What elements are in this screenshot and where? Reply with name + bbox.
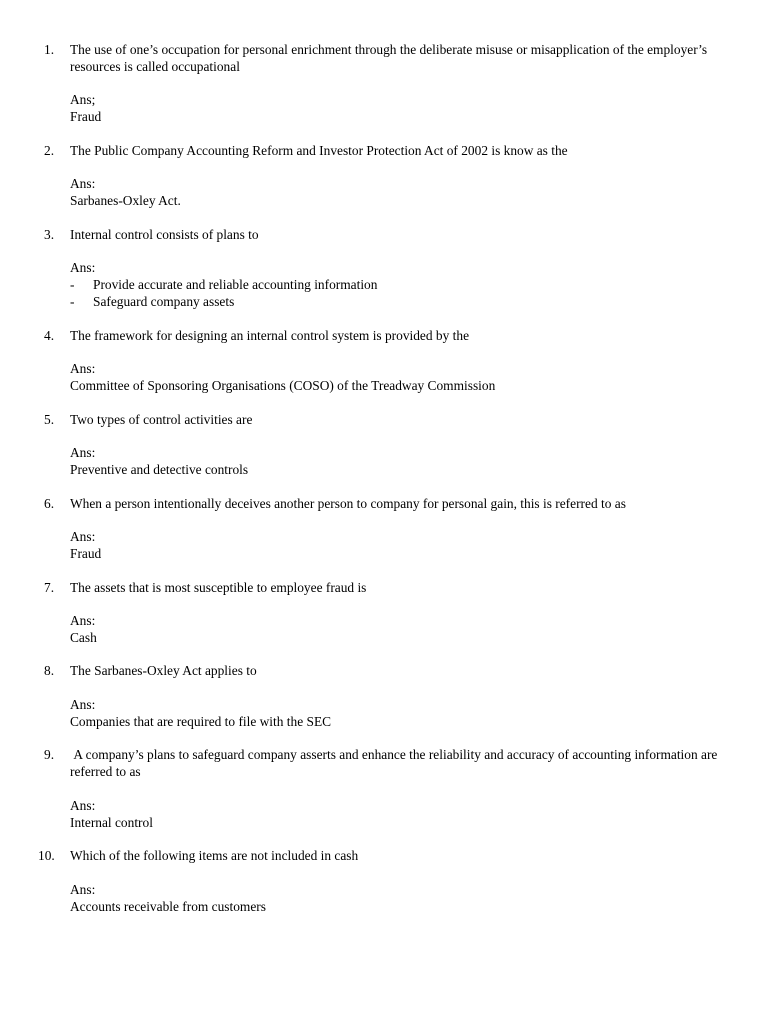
answer-label: Ans: — [70, 260, 96, 276]
question-text: The assets that is most susceptible to employee fraud is — [70, 579, 367, 595]
answer-text: Committee of Sponsoring Organisations (COSO) of the Treadway Commission — [70, 377, 496, 393]
answer-text: Internal control — [70, 814, 153, 830]
answer-label: Ans: — [70, 697, 96, 713]
question-text: When a person intentionally deceives another person to company for personal gain, this is referred to as — [70, 495, 626, 511]
question-item-6 — [0, 496, 768, 563]
question-number: 7. — [44, 579, 55, 595]
answer-label: Ans: — [70, 176, 96, 192]
answer-text: Companies that are required to file with the SEC — [70, 713, 332, 729]
answer-label: Ans: — [70, 797, 96, 813]
answer-block — [70, 697, 728, 731]
question-text: Which of the following items are not included in cash — [70, 848, 359, 864]
question-number: 6. — [44, 495, 55, 511]
answer-block — [70, 445, 728, 479]
question-text: The Public Company Accounting Reform and Investor Protection Act of 2002 is know as the — [70, 142, 568, 158]
question-item-1 — [0, 42, 768, 126]
answer-label: Ans: — [70, 529, 96, 545]
question-text: Internal control consists of plans to — [70, 226, 259, 242]
question-number: 1. — [44, 42, 55, 57]
question-number: 9. — [44, 747, 55, 763]
answer-block — [70, 613, 728, 647]
answer-text: Accounts receivable from customers — [70, 898, 266, 914]
answer-bullet-text: Provide accurate and reliable accounting information — [93, 277, 378, 293]
answer-label: Ans; — [70, 92, 96, 108]
answer-block — [70, 529, 728, 563]
answer-block — [70, 260, 728, 310]
question-text: The use of one’s occupation for personal enrichment through the deliberate misuse or misapplication of the employer’s resources is called occupational — [70, 42, 708, 74]
answer-bullet-text: Safeguard company assets — [93, 293, 235, 309]
answer-block — [70, 882, 728, 916]
question-item-2 — [0, 143, 768, 210]
question-item-10 — [0, 848, 768, 915]
answer-bullet — [70, 294, 728, 311]
question-number: 2. — [44, 142, 55, 158]
question-item-5 — [0, 412, 768, 479]
answer-text: Fraud — [70, 545, 102, 561]
question-number: 8. — [44, 663, 55, 679]
answer-label: Ans: — [70, 445, 96, 461]
answer-label: Ans: — [70, 881, 96, 897]
answer-label: Ans: — [70, 361, 96, 377]
question-item-3 — [0, 227, 768, 311]
answer-text: Fraud — [70, 109, 102, 125]
answer-text: Sarbanes-Oxley Act. — [70, 193, 181, 209]
answer-block — [70, 361, 728, 395]
bullet-dash: - — [70, 277, 75, 293]
answer-block — [70, 176, 728, 210]
question-item-4 — [0, 328, 768, 395]
answer-block — [70, 798, 728, 832]
bullet-dash: - — [70, 293, 75, 309]
answer-bullet — [70, 277, 728, 294]
question-item-7 — [0, 580, 768, 647]
answer-text: Preventive and detective controls — [70, 461, 249, 477]
document-page — [0, 42, 768, 932]
question-item-9 — [0, 747, 768, 831]
question-number: 4. — [44, 327, 55, 343]
question-text: The Sarbanes-Oxley Act applies to — [70, 663, 257, 679]
question-number: 3. — [44, 226, 55, 242]
answer-block — [70, 92, 728, 126]
answer-text: Cash — [70, 629, 97, 645]
question-number: 5. — [44, 411, 55, 427]
question-item-8 — [0, 663, 768, 730]
question-text: A company’s plans to safeguard company asserts and enhance the reliability and accuracy of accounting information are referred to as — [70, 747, 721, 780]
question-text: The framework for designing an internal control system is provided by the — [70, 327, 470, 343]
question-number: 10. — [38, 848, 55, 864]
question-text: Two types of control activities are — [70, 411, 253, 427]
answer-label: Ans: — [70, 613, 96, 629]
